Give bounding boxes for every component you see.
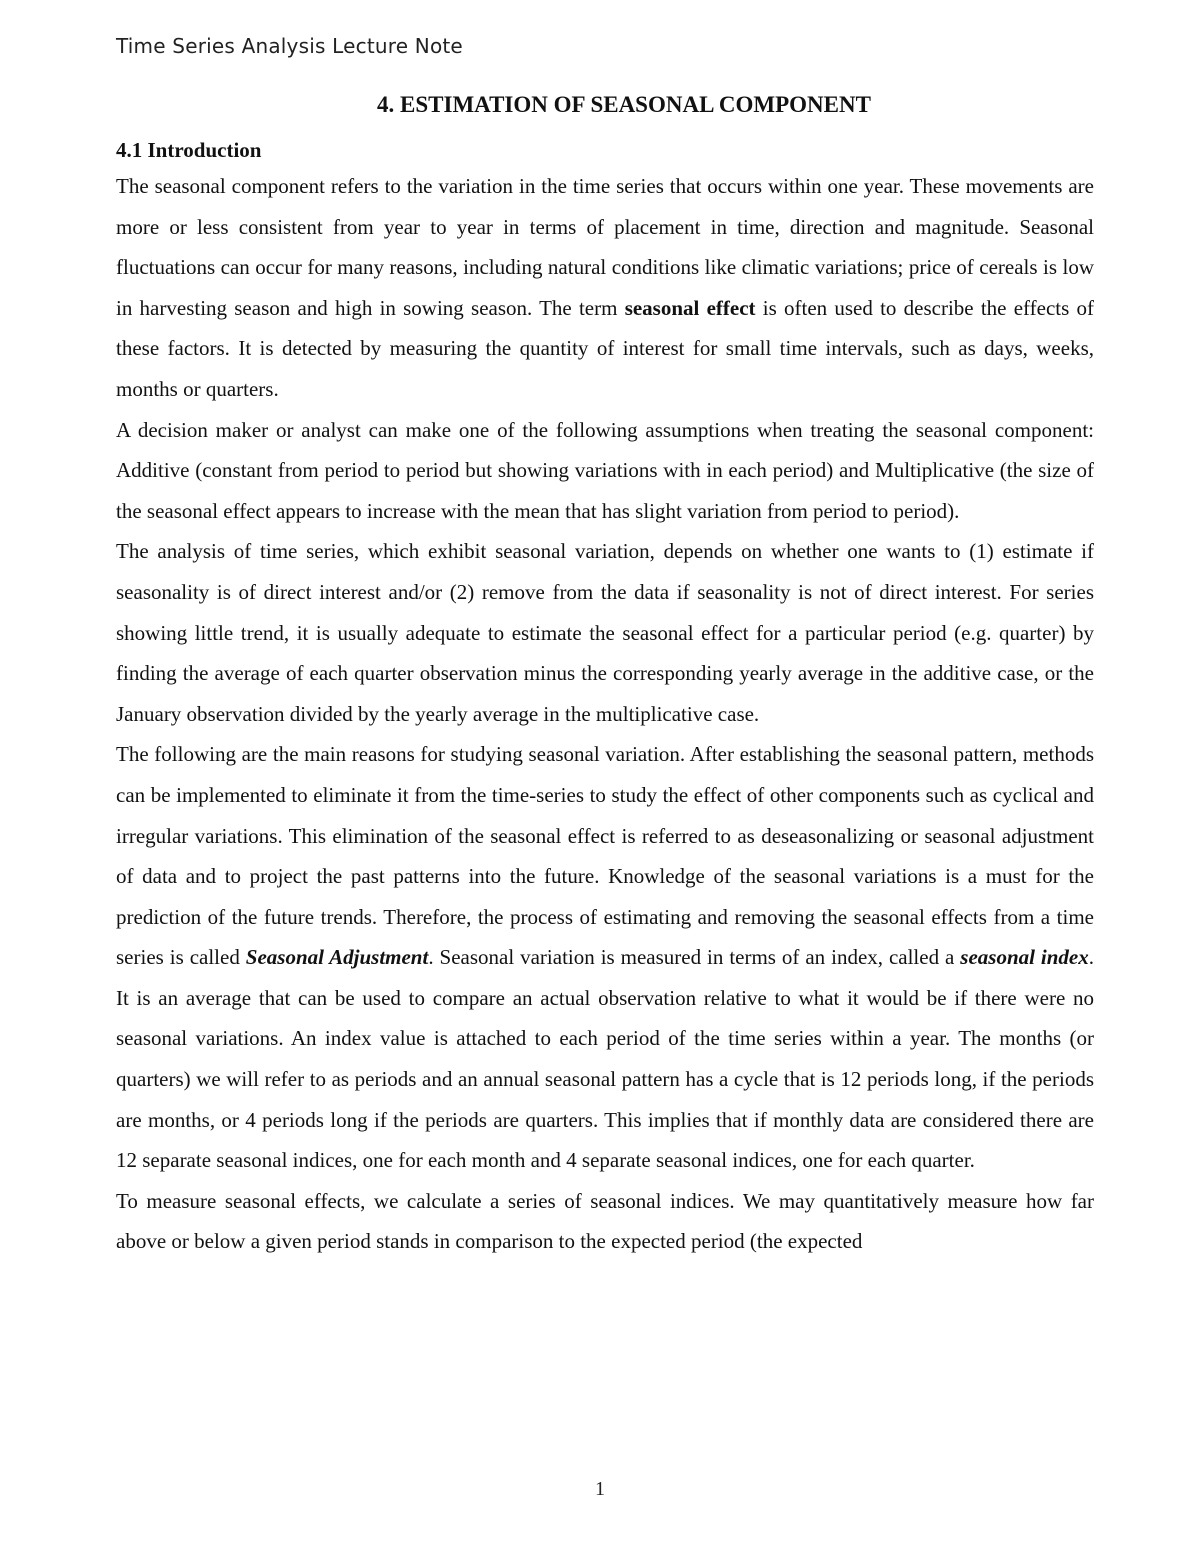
running-header: Time Series Analysis Lecture Note bbox=[116, 34, 463, 58]
term-seasonal-effect: seasonal effect bbox=[624, 295, 756, 320]
paragraph-3: The analysis of time series, which exhibit seasonal variation, depends on whether one wants to (1) estimate if seasonality is of direct interest and/or (2) remove from the data if seasonality is not of direct interest. For series showing little trend, it is usually adequate to estimate the seasonal effect for a particular period (e.g. quarter) by finding the average of each quarter observation minus the corresponding yearly average in the additive case, or the January observation divided by the yearly average in the multiplicative case. bbox=[116, 539, 1094, 726]
paragraph-1-text-a: The seasonal component refers to the variation in the time series that occurs within one year. These movements are more or less consistent from year to year in terms of placement in time, direction and magnitude. Seasonal fluctuations can occur for many reasons, including natural conditions like climatic variations; price of cereals is low in harvesting season and high in sowing season. The term bbox=[116, 174, 1094, 320]
chapter-title: 4. ESTIMATION OF SEASONAL COMPONENT bbox=[377, 92, 871, 117]
document-body bbox=[116, 88, 1094, 1262]
paragraph-4-text-c: . It is an average that can be used to compare an actual observation relative to what it would be if there were no seasonal variations. An index value is attached to each period of the time series within a year. The months (or quarters) we will refer to as periods and an annual seasonal pattern has a cycle that is 12 periods long, if the periods are months, or 4 periods long if the periods are quarters. This implies that if monthly data are considered there are 12 separate seasonal indices, one for each month and 4 separate seasonal indices, one for each quarter. bbox=[116, 945, 1095, 1173]
paragraph-5: To measure seasonal effects, we calculate a series of seasonal indices. We may quantitatively measure how far above or below a given period stands in comparison to the expected period (the expected bbox=[116, 1188, 1094, 1254]
paragraph-4 bbox=[116, 734, 1094, 1181]
paragraph-1-text-b: is often used to describe the effects of these factors. It is detected by measuring the quantity of interest for small time intervals, such as days, weeks, months or quarters. bbox=[116, 295, 1095, 401]
paragraph-1 bbox=[116, 166, 1094, 410]
section-heading: 4.1 Introduction bbox=[116, 138, 262, 162]
paragraph-4-text-b: . Seasonal variation is measured in terms of an index, called a bbox=[428, 945, 961, 970]
paragraph-4-text-a: The following are the main reasons for studying seasonal variation. After establishing the seasonal pattern, methods can be implemented to eliminate it from the time-series to study the effect of other components such as cyclical and irregular variations. This elimination of the seasonal effect is referred to as deseasonalizing or seasonal adjustment of data and to project the past patterns into the future. Knowledge of the seasonal variations is a must for the prediction of the future trends. Therefore, the process of estimating and removing the seasonal effects from a time series is called bbox=[116, 742, 1094, 970]
term-seasonal-index: seasonal index bbox=[960, 945, 1089, 970]
paragraph-2: A decision maker or analyst can make one of the following assumptions when treating the seasonal component: Additive (constant from period to period but showing variations with in each period) and Multiplicative (the size of the seasonal effect appears to increase with the mean that has slight variation from period to period). bbox=[116, 417, 1094, 523]
page-number: 1 bbox=[595, 1478, 605, 1500]
term-seasonal-adjustment: Seasonal Adjustment bbox=[245, 945, 429, 970]
